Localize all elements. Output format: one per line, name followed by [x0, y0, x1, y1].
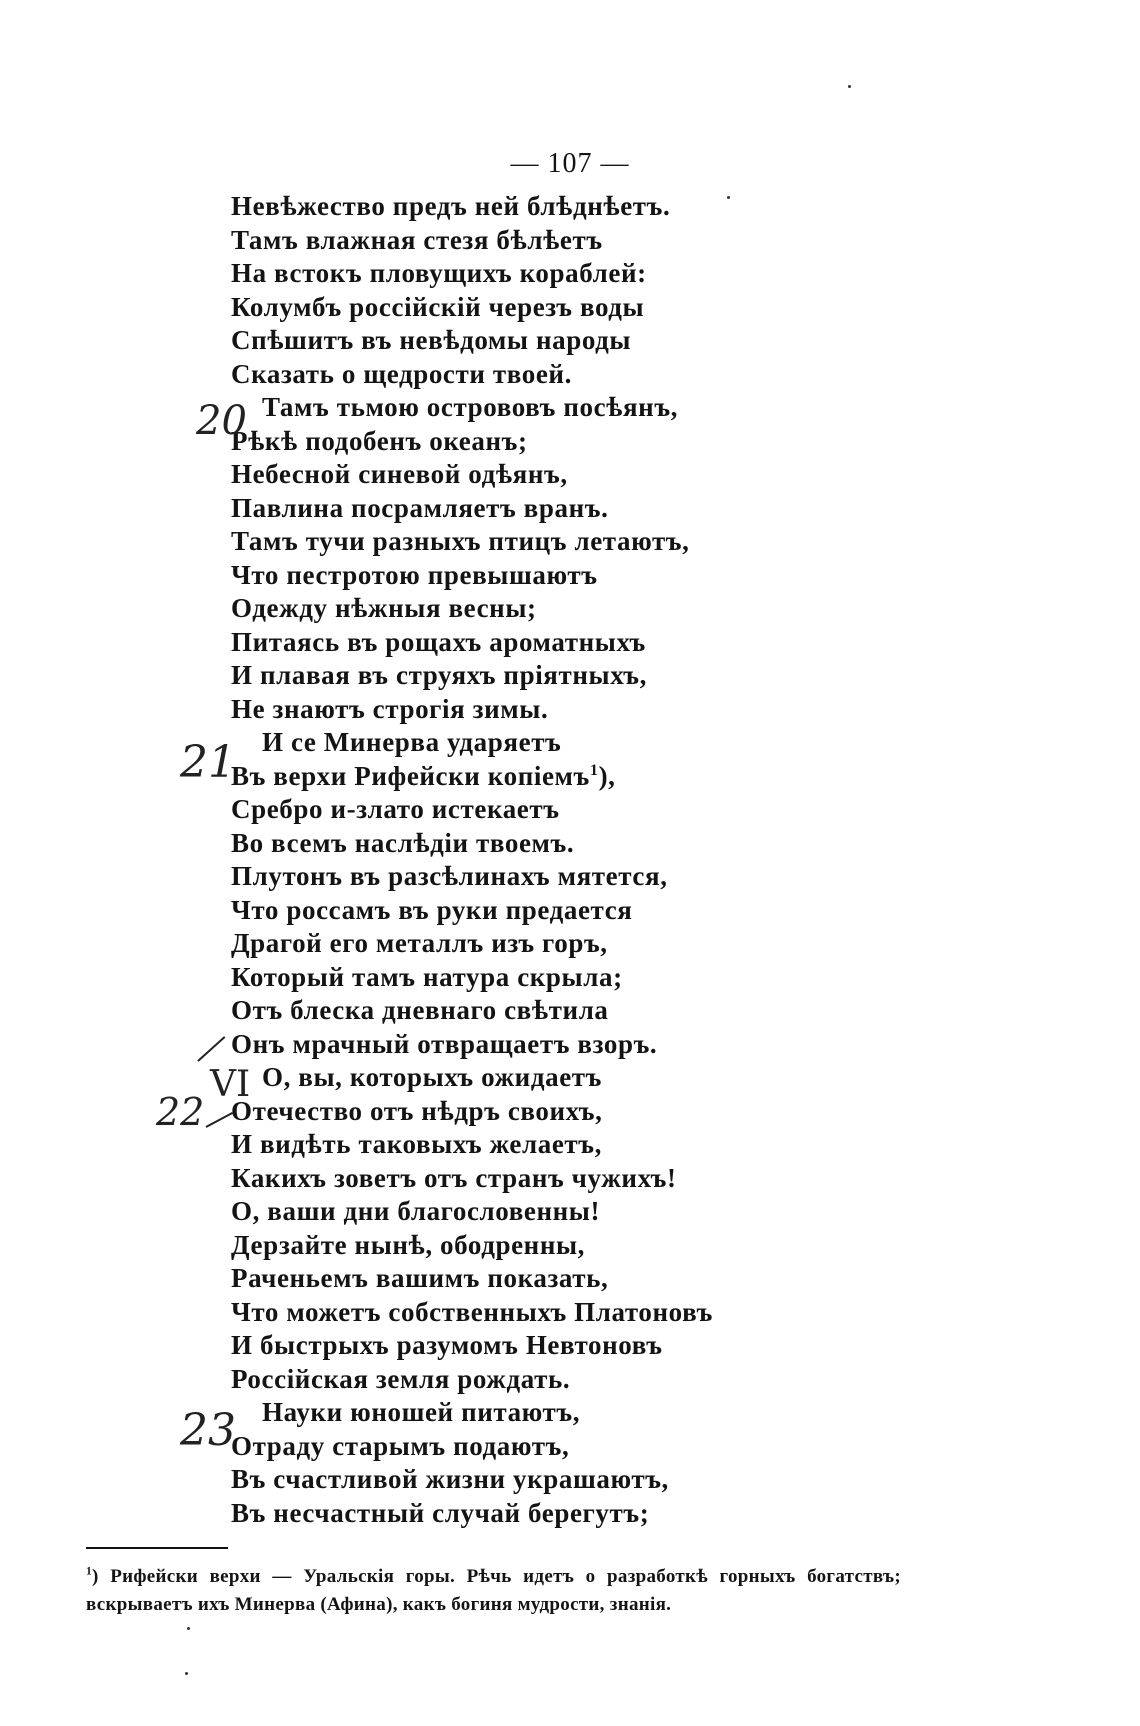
- poem-line: [231, 1229, 991, 1263]
- poem-line-text: Тамъ влажная стезя бѣлѣетъ: [231, 224, 603, 255]
- poem-line-text: Отъ блеска дневнаго свѣтила: [231, 995, 609, 1025]
- poem-line-text: Во всемъ наслѣдіи твоемъ.: [231, 827, 575, 858]
- poem-line: [231, 425, 991, 459]
- poem-line: [231, 659, 991, 693]
- poem-line: [231, 492, 991, 526]
- poem-line-text: Тамъ тьмою острововъ посѣянъ,: [262, 392, 679, 422]
- poem-line-text: Россійская земля рождать.: [231, 1363, 571, 1394]
- poem-line: [231, 224, 991, 258]
- poem-line-text: Въ несчастный случай берегутъ;: [231, 1497, 650, 1528]
- poem-line: [231, 525, 991, 559]
- poem-line-text: О, вы, которыхъ ожидаетъ: [262, 1062, 602, 1092]
- poem-line-text: Въ счастливой жизни украшаютъ,: [231, 1464, 669, 1494]
- margin-stroke: [206, 1112, 233, 1128]
- poem-line: [231, 1329, 991, 1363]
- poem-line-text: Отечество отъ нѣдръ своихъ,: [231, 1095, 603, 1126]
- footnote-mark: 1: [86, 1565, 92, 1578]
- poem-line: [231, 1262, 991, 1296]
- poem-line: [231, 1195, 991, 1229]
- poem-line: [231, 994, 991, 1028]
- poem-line: [231, 1162, 991, 1196]
- poem-line: [231, 894, 991, 928]
- poem-line: [231, 760, 991, 794]
- stanza-number-22: 22: [156, 1090, 205, 1134]
- poem-line: [231, 626, 991, 660]
- footnote-lead: Рифейски верхи: [110, 1566, 261, 1587]
- poem-line: [231, 324, 991, 358]
- poem-line-text: Не знаютъ строгія зимы.: [231, 693, 549, 724]
- poem-line: [231, 1396, 991, 1430]
- stanza-number-21: 21: [180, 737, 236, 788]
- poem-line: [231, 827, 991, 861]
- poem-line: [231, 1497, 991, 1531]
- print-speck: [848, 85, 851, 88]
- poem-line-text: Сказать о щедрости твоей.: [231, 358, 572, 389]
- poem-line: [231, 1095, 991, 1129]
- footnote-rule: [86, 1547, 228, 1549]
- poem-line-text: И плавая въ струяхъ пріятныхъ,: [231, 660, 647, 690]
- poem-line-text: Плутонъ въ разсѣлинахъ мятется,: [231, 861, 668, 891]
- poem-line-text: Спѣшитъ въ невѣдомы народы: [231, 325, 632, 355]
- poem-line-text: Небесной синевой одѣянъ,: [231, 459, 568, 489]
- poem-line: [231, 1463, 991, 1497]
- margin-mark-vi: VI: [210, 1064, 251, 1105]
- poem-line: [231, 793, 991, 827]
- poem-line-text: Колумбъ россійскій черезъ воды: [231, 291, 645, 322]
- poem-line-text: Науки юношей питаютъ,: [262, 1397, 581, 1427]
- poem-line: [231, 961, 991, 995]
- poem-line-text: Что можетъ собственныхъ Платоновъ: [231, 1296, 713, 1327]
- poem-line: [231, 693, 991, 727]
- poem-line-text: Что россамъ въ руки предается: [231, 894, 633, 925]
- poem-line: [231, 1061, 991, 1095]
- print-speck: [727, 196, 730, 199]
- poem-line: [231, 927, 991, 961]
- footnote-body: — Уральскія горы. Рѣчь идетъ о разработкѣ горныхъ богатствъ; вскрываетъ ихъ Минерва (Афина), какъ богиня мудрости, знанія.: [86, 1566, 901, 1615]
- poem-line-text: Какихъ зоветъ отъ странъ чужихъ!: [231, 1162, 677, 1193]
- poem-line: [231, 291, 991, 325]
- poem-line: [231, 391, 991, 425]
- poem-line: [231, 1296, 991, 1330]
- poem-line: [231, 458, 991, 492]
- poem-line: [231, 860, 991, 894]
- poem-line-text: Павлина посрамляетъ вранъ.: [231, 492, 609, 523]
- stanza-number-23: 23: [180, 1405, 236, 1456]
- stanza-number-20: 20: [196, 398, 247, 444]
- poem-line: [231, 592, 991, 626]
- poem-line-text: Что пестротою превышаютъ: [231, 559, 598, 590]
- poem-text: [231, 190, 991, 1530]
- poem-line-text: Сребро и-злато истекаетъ: [231, 794, 560, 824]
- poem-line: [231, 559, 991, 593]
- print-speck: [185, 1672, 188, 1675]
- poem-line-text: И видѣть таковыхъ желаетъ,: [231, 1129, 602, 1159]
- poem-line: [231, 257, 991, 291]
- poem-line-text: На встокъ пловущихъ кораблей:: [231, 258, 647, 288]
- poem-line-text: О, ваши дни благословенны!: [231, 1196, 601, 1226]
- poem-line-text: Въ верхи Рифейски копіемъ: [231, 760, 590, 791]
- poem-line-text: Раченьемъ вашимъ показать,: [231, 1263, 609, 1293]
- poem-line: [231, 358, 991, 392]
- poem-line-text: И быстрыхъ разумомъ Невтоновъ: [231, 1330, 663, 1360]
- page-number: — 107 —: [510, 148, 630, 179]
- poem-line-text: Тамъ тучи разныхъ птицъ летаютъ,: [231, 526, 690, 556]
- poem-line: [231, 1363, 991, 1397]
- margin-stroke: [197, 1036, 225, 1062]
- poem-line-text: Рѣкѣ подобенъ океанъ;: [231, 425, 528, 456]
- poem-line-text: Невѣжество предъ ней блѣднѣетъ.: [231, 191, 671, 221]
- print-speck: [187, 1627, 190, 1630]
- poem-line-text: Который тамъ натура скрыла;: [231, 961, 623, 992]
- poem-line-text: Отраду старымъ подаютъ,: [231, 1430, 570, 1461]
- poem-line-punctuation: ),: [598, 760, 616, 791]
- poem-line-text: Драгой его металлъ изъ горъ,: [231, 928, 608, 958]
- poem-line-text: Онъ мрачный отвращаетъ взоръ.: [231, 1028, 658, 1059]
- poem-line-text: И се Минерва ударяетъ: [262, 727, 562, 757]
- poem-line: [231, 1430, 991, 1464]
- poem-line-text: Одежду нѣжныя весны;: [231, 593, 537, 623]
- poem-line: [231, 726, 991, 760]
- poem-line-text: Дерзайте нынѣ, ободренны,: [231, 1229, 586, 1260]
- footnote-reference: 1: [589, 760, 599, 779]
- poem-line: [231, 1028, 991, 1062]
- poem-line: [231, 190, 991, 224]
- poem-line: [231, 1128, 991, 1162]
- poem-line-text: Питаясь въ рощахъ ароматныхъ: [231, 626, 646, 657]
- footnote: $^1$) Рифейски верхи — Уральскія горы. Рѣчь идетъ о разработкѣ горныхъ богатствъ; вскрываетъ ихъ Минерва (Афина), какъ богиня мудрости, знанія.: [86, 1565, 901, 1615]
